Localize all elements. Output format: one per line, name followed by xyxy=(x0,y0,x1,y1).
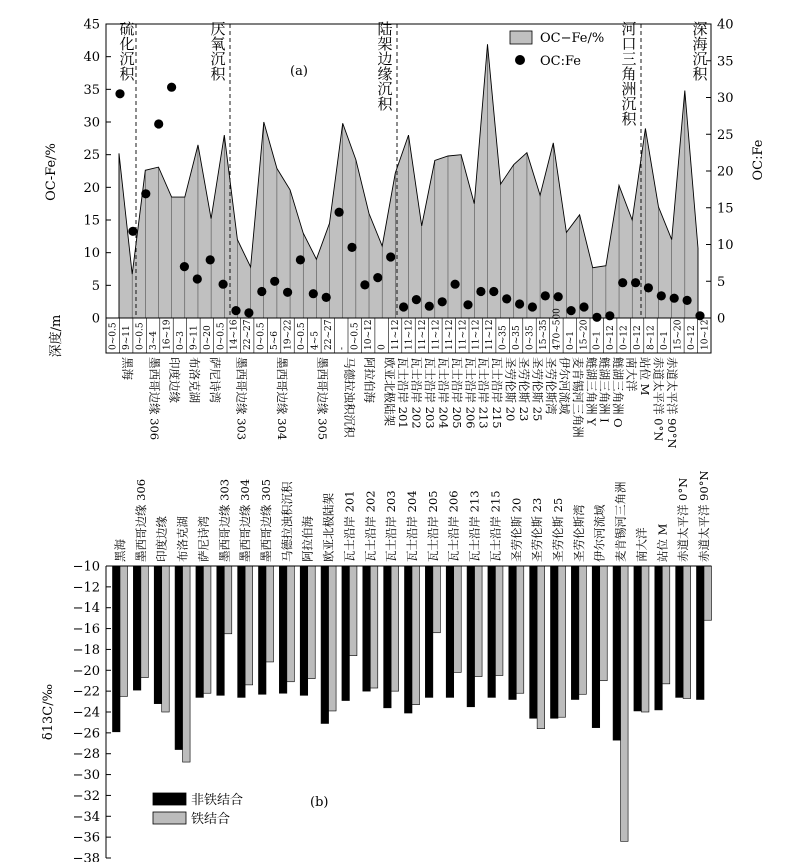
fe-bar-22 xyxy=(579,566,587,694)
site-label-b: 赤道太平洋 90°N xyxy=(697,470,711,562)
site-label-b: 墨西哥边缘 306 xyxy=(133,478,148,562)
site-label: 站位 M xyxy=(638,357,653,396)
oc-to-fe-point-17 xyxy=(335,208,344,217)
oc-to-fe-point-25 xyxy=(438,297,447,306)
fe-bar-15 xyxy=(433,566,441,633)
fe-bar-6 xyxy=(245,566,253,685)
region-label: 河口三角洲沉积 xyxy=(621,20,637,128)
depth-label: 11~12 xyxy=(391,319,402,350)
oc-to-fe-point-24 xyxy=(425,302,434,311)
depth-label: 0~0.5 xyxy=(135,322,146,350)
site-label: 圣劳伦斯 23 xyxy=(517,357,532,422)
fe-bar-10 xyxy=(329,566,337,711)
non-fe-bar-27 xyxy=(676,566,684,697)
oc-to-fe-point-10 xyxy=(244,308,253,317)
oc-to-fe-point-1 xyxy=(128,227,137,236)
depth-label: 0~3 xyxy=(175,331,186,350)
oc-to-fe-point-29 xyxy=(489,287,498,296)
fe-bar-9 xyxy=(308,566,316,679)
left-tick-label: 15 xyxy=(83,213,100,229)
site-label: 阿拉伯海 xyxy=(362,357,377,403)
depth-label: 0~1 xyxy=(592,331,603,350)
fe-bar-4 xyxy=(203,566,211,693)
depth-label: 5~6 xyxy=(270,331,281,350)
b-tick-label: −24 xyxy=(72,705,100,721)
oc-fe-area-series xyxy=(119,44,698,318)
right-tick-label: 5 xyxy=(717,274,726,290)
oc-to-fe-point-7 xyxy=(206,255,215,264)
fe-bar-13 xyxy=(391,566,399,691)
legend-fe-swatch xyxy=(153,812,186,824)
fe-bar-25 xyxy=(641,566,649,712)
oc-to-fe-point-27 xyxy=(463,300,472,309)
fe-bar-18 xyxy=(495,566,503,676)
depth-label: 16~19 xyxy=(162,319,173,350)
fe-bar-23 xyxy=(600,566,608,681)
non-fe-bar-26 xyxy=(655,566,663,710)
site-label: 鲢湖三角洲 O xyxy=(611,357,626,428)
depth-label: 22~27 xyxy=(323,319,334,350)
b-tick-label: −16 xyxy=(72,622,100,638)
fe-bar-3 xyxy=(183,566,191,762)
depth-label: 0~35 xyxy=(512,325,523,350)
site-label-b: 黑海 xyxy=(113,539,127,562)
right-tick-label: 0 xyxy=(717,311,726,327)
non-fe-bar-23 xyxy=(592,566,600,728)
depth-label: 11~12 xyxy=(417,319,428,350)
left-tick-label: 0 xyxy=(91,311,100,327)
non-fe-bar-1 xyxy=(133,566,141,690)
depth-label: 11~12 xyxy=(431,319,442,350)
oc-to-fe-point-19 xyxy=(360,280,369,289)
non-fe-bar-12 xyxy=(363,566,371,691)
oc-to-fe-point-44 xyxy=(683,296,692,305)
site-label-b: 墨西哥边缘 304 xyxy=(238,478,253,562)
b-tick-label: −14 xyxy=(72,601,100,617)
site-label: 鲢湖三角洲 I xyxy=(597,357,612,423)
left-tick-label: 45 xyxy=(83,17,100,33)
oc-to-fe-point-23 xyxy=(412,295,421,304)
site-label: 瓦士沿岸 203 xyxy=(422,357,437,429)
non-fe-bar-15 xyxy=(425,566,433,697)
site-label-b: 马德拉浊积沉积 xyxy=(279,481,294,562)
legend-a xyxy=(510,31,604,69)
depth-label: 0~0.5 xyxy=(350,322,361,350)
site-label: 鲢湖三角洲 Y xyxy=(584,357,599,426)
oc-to-fe-point-20 xyxy=(373,273,382,282)
b-tick-label: −30 xyxy=(72,768,100,784)
depth-label: 8~12 xyxy=(646,325,657,350)
site-label: 南大洋 xyxy=(624,357,639,392)
oc-to-fe-point-21 xyxy=(386,252,395,261)
fe-bar-0 xyxy=(120,566,128,696)
depth-label: 0~0.5 xyxy=(216,322,227,350)
non-fe-bar-25 xyxy=(634,566,642,711)
site-label-b: 瓦士沿岸 204 xyxy=(405,490,419,562)
oc-to-fe-point-4 xyxy=(167,83,176,92)
legend-b xyxy=(153,792,243,827)
oc-to-fe-point-22 xyxy=(399,302,408,311)
fe-bar-7 xyxy=(266,566,274,662)
depth-label: 0~35 xyxy=(525,325,536,350)
oc-to-fe-point-40 xyxy=(631,278,640,287)
right-tick-label: 30 xyxy=(717,91,734,106)
non-fe-bar-20 xyxy=(530,566,538,718)
region-label: 陆架边缘沉积 xyxy=(377,20,393,113)
left-tick-label: 10 xyxy=(83,246,100,262)
non-fe-bar-9 xyxy=(300,566,308,695)
oc-to-fe-point-6 xyxy=(193,274,202,283)
site-label-b: 瓦士沿岸 206 xyxy=(446,490,461,562)
depth-label: 10~12 xyxy=(700,319,711,350)
site-label: 欧亚北极陆架 xyxy=(382,357,397,426)
depth-label: 4~5 xyxy=(310,331,321,350)
oc-to-fe-point-35 xyxy=(567,306,576,315)
oc-to-fe-point-8 xyxy=(219,280,228,289)
panel-b-y-ticks xyxy=(73,560,111,862)
right-tick-label: 40 xyxy=(717,17,734,33)
fe-bar-5 xyxy=(224,566,232,634)
depth-label: 0~12 xyxy=(686,325,697,350)
site-label-b: 欧亚北极陆架 xyxy=(321,493,336,562)
site-label-b: 墨西哥边缘 303 xyxy=(217,478,232,562)
non-fe-bar-21 xyxy=(551,566,559,718)
site-label: 墨西哥边缘 304 xyxy=(275,357,290,441)
legend-area-swatch xyxy=(510,31,532,44)
site-label: 墨西哥边缘 306 xyxy=(147,357,162,441)
non-fe-bar-14 xyxy=(405,566,413,713)
oc-to-fe-point-34 xyxy=(554,292,563,301)
fe-bar-12 xyxy=(370,566,378,688)
right-tick-label: 35 xyxy=(717,54,734,70)
oc-to-fe-point-2 xyxy=(141,189,150,198)
oc-to-fe-point-11 xyxy=(257,287,266,296)
oc-to-fe-point-0 xyxy=(115,89,124,98)
legend-area-label: OC−Fe/% xyxy=(540,31,605,46)
site-label: 麦肯锡河三角洲 xyxy=(570,357,585,438)
site-labels-b xyxy=(113,470,711,562)
oc-to-fe-point-31 xyxy=(515,299,524,308)
depth-label: 11~12 xyxy=(485,319,496,350)
depth-label: 0~12 xyxy=(619,325,630,350)
depth-label: 0~1 xyxy=(659,331,670,350)
site-label-b: 麦肯锡河三角洲 xyxy=(613,481,628,562)
non-fe-bar-0 xyxy=(113,566,121,732)
oc-to-fe-point-38 xyxy=(605,311,614,320)
oc-to-fe-point-37 xyxy=(592,313,601,322)
depth-label: 0 xyxy=(377,344,388,350)
left-axis-label: OC-Fe/% xyxy=(44,143,59,201)
panel-a-label: (a) xyxy=(290,64,308,79)
depth-label: 11~12 xyxy=(458,319,469,350)
site-label: 圣劳伦斯湾 xyxy=(543,357,558,415)
right-tick-label: 25 xyxy=(717,127,734,143)
site-label-b: 阿拉伯海 xyxy=(300,516,315,562)
b-tick-label: −28 xyxy=(72,747,100,763)
site-label-b: 布洛克湖 xyxy=(175,516,190,562)
oc-to-fe-point-39 xyxy=(618,278,627,287)
site-label: 圣劳伦斯 20 xyxy=(503,357,518,422)
right-tick-label: 10 xyxy=(717,238,734,253)
fe-bar-19 xyxy=(516,566,524,693)
site-label-b: 圣劳伦斯 20 xyxy=(509,497,524,562)
site-label: 瓦士沿岸 213 xyxy=(476,357,491,429)
site-label-b: 伊尔河流域 xyxy=(592,504,607,562)
non-fe-bar-7 xyxy=(259,566,267,694)
site-label: 墨西哥边缘 305 xyxy=(315,357,330,441)
site-label-b: 瓦士沿岸 205 xyxy=(425,490,440,562)
depth-label: 15~20 xyxy=(579,319,590,350)
site-label: 赤道太平洋 90°N xyxy=(664,357,679,449)
non-fe-bar-24 xyxy=(613,566,621,740)
site-label: 瓦士沿岸 204 xyxy=(436,357,451,429)
site-label: 伊尔河流域 xyxy=(557,357,572,415)
oc-to-fe-point-36 xyxy=(579,302,588,311)
depth-axis-label: 深度/m xyxy=(49,314,64,358)
fe-bar-11 xyxy=(349,566,357,656)
site-label-b: 圣劳伦斯湾 xyxy=(571,504,586,562)
left-tick-label: 30 xyxy=(83,115,100,131)
site-label-b: 瓦士沿岸 213 xyxy=(467,490,482,562)
legend-fe-label: 铁结合 xyxy=(191,812,231,827)
oc-to-fe-point-15 xyxy=(309,289,318,298)
site-label: 萨尼诗湾 xyxy=(207,357,222,403)
non-fe-bar-19 xyxy=(509,566,517,699)
panel-a xyxy=(44,18,766,449)
left-tick-label: 5 xyxy=(91,278,100,294)
oc-to-fe-point-13 xyxy=(283,288,292,297)
right-axis-label: OC:Fe xyxy=(751,139,766,181)
oc-to-fe-point-43 xyxy=(670,294,679,303)
depth-label: 11~12 xyxy=(444,319,455,350)
fe-bar-21 xyxy=(558,566,566,717)
site-label: 布洛克湖 xyxy=(187,357,202,403)
site-label-b: 圣劳伦斯 25 xyxy=(551,497,565,562)
fe-bar-20 xyxy=(537,566,545,729)
oc-to-fe-point-28 xyxy=(476,287,485,296)
b-tick-label: −12 xyxy=(72,580,100,596)
oc-to-fe-point-30 xyxy=(502,294,511,303)
oc-to-fe-point-42 xyxy=(657,291,666,300)
site-label: 瓦士沿岸 205 xyxy=(449,357,464,429)
oc-to-fe-point-12 xyxy=(270,277,279,286)
depth-label: 15~35 xyxy=(538,319,549,350)
depth-label: 0~20 xyxy=(202,325,213,350)
oc-to-fe-point-9 xyxy=(231,306,240,315)
oc-to-fe-point-41 xyxy=(644,283,653,292)
site-label: 马德拉浊积沉积 xyxy=(342,357,357,438)
right-tick-label: 20 xyxy=(717,164,734,180)
depth-label: 0~1 xyxy=(565,331,576,350)
non-fe-bar-3 xyxy=(175,566,183,750)
non-fe-bar-5 xyxy=(217,566,225,695)
site-label: 瓦士沿岸 206 xyxy=(463,357,478,429)
depth-label: 3~4 xyxy=(149,331,160,350)
left-tick-label: 40 xyxy=(83,50,100,66)
site-label-b: 南大洋 xyxy=(634,527,649,562)
site-label-b: 瓦士沿岸 201 xyxy=(342,490,357,562)
site-label: 黑海 xyxy=(120,357,135,380)
depth-label: 470~500 xyxy=(552,308,563,350)
fe-bar-14 xyxy=(412,566,420,705)
non-fe-bar-2 xyxy=(154,566,162,704)
site-label: 赤道太平洋 0°N xyxy=(651,357,666,442)
site-label: 瓦士沿岸 201 xyxy=(396,357,411,429)
b-tick-label: −36 xyxy=(72,830,100,846)
non-fe-bar-16 xyxy=(446,566,454,697)
non-fe-bar-11 xyxy=(342,566,350,701)
depth-label: 0~12 xyxy=(633,325,644,350)
region-label: 硫化沉积 xyxy=(119,20,135,83)
panel-b-label: (b) xyxy=(310,795,329,810)
site-label: 圣劳伦斯 25 xyxy=(530,357,545,422)
depth-label: 0~0.5 xyxy=(108,322,119,350)
site-label-b: 瓦士沿岸 203 xyxy=(384,490,399,562)
depth-label: 0~12 xyxy=(606,325,617,350)
fe-bar-17 xyxy=(475,566,483,677)
site-label-b: 萨尼诗湾 xyxy=(196,516,211,562)
depth-label: 0~0.5 xyxy=(296,322,307,350)
b-tick-label: −10 xyxy=(72,559,100,575)
fe-bar-27 xyxy=(683,566,691,698)
depth-label: 10~12 xyxy=(364,319,375,350)
oc-to-fe-point-45 xyxy=(695,311,704,320)
fe-bar-1 xyxy=(141,566,149,678)
oc-to-fe-point-14 xyxy=(296,255,305,264)
depth-label: 15~20 xyxy=(673,319,684,350)
depth-label: 0~0.5 xyxy=(256,322,267,350)
site-label-b: 站位 M xyxy=(655,523,670,562)
left-tick-label: 25 xyxy=(83,148,100,164)
non-fe-bar-10 xyxy=(321,566,329,723)
depth-label: 11~12 xyxy=(404,319,415,350)
non-fe-bar-18 xyxy=(488,566,496,697)
oc-to-fe-point-5 xyxy=(180,262,189,271)
b-tick-label: −18 xyxy=(72,642,100,658)
fe-bar-8 xyxy=(287,566,295,682)
b-tick-label: −26 xyxy=(72,726,100,742)
site-label-b: 赤道太平洋 0°N xyxy=(676,477,691,562)
oc-to-fe-point-33 xyxy=(541,291,550,300)
depth-label: 9~11 xyxy=(122,325,133,350)
right-tick-label: 15 xyxy=(717,201,734,217)
depth-label: 0~35 xyxy=(498,325,509,350)
depth-label: 19~22 xyxy=(283,319,294,350)
non-fe-bar-17 xyxy=(467,566,475,707)
non-fe-bar-28 xyxy=(697,566,705,699)
oc-to-fe-point-32 xyxy=(528,302,537,311)
fe-bar-26 xyxy=(662,566,670,684)
panel-b-axis-label: δ13C/‰ xyxy=(41,683,56,741)
non-fe-bar-13 xyxy=(384,566,392,708)
left-axis-ticks xyxy=(83,18,111,327)
non-fe-bar-4 xyxy=(196,566,204,697)
oc-to-fe-point-3 xyxy=(154,119,163,128)
legend-non-fe-swatch xyxy=(153,793,186,805)
site-label-b: 印度边缘 xyxy=(154,516,169,562)
left-tick-label: 20 xyxy=(83,180,100,196)
fe-bar-2 xyxy=(162,566,170,712)
legend-non-fe-label: 非铁结合 xyxy=(191,793,244,808)
site-label-b: 瓦士沿岸 202 xyxy=(363,490,378,562)
fe-bar-28 xyxy=(704,566,712,620)
left-tick-label: 35 xyxy=(83,82,100,98)
oc-to-fe-point-18 xyxy=(347,243,356,252)
fe-bar-16 xyxy=(454,566,462,672)
legend-point-label: OC:Fe xyxy=(540,54,581,69)
fe-bar-24 xyxy=(621,566,629,841)
depth-label: 9~11 xyxy=(189,325,200,350)
b-tick-label: −34 xyxy=(72,809,100,825)
site-label-b: 圣劳伦斯 23 xyxy=(530,497,545,562)
region-labels xyxy=(119,20,708,128)
non-fe-bar-8 xyxy=(279,566,287,693)
region-label: 厌氧沉积 xyxy=(210,20,226,83)
site-label-b: 墨西哥边缘 305 xyxy=(259,478,273,562)
b-tick-label: −20 xyxy=(72,663,100,679)
site-label: 墨西哥边缘 303 xyxy=(234,357,249,441)
non-fe-bar-22 xyxy=(571,566,579,699)
site-label-b: 瓦士沿岸 215 xyxy=(488,490,503,562)
b-tick-label: −32 xyxy=(72,788,100,804)
b-tick-label: −38 xyxy=(72,851,100,862)
oc-to-fe-point-16 xyxy=(322,293,331,302)
site-labels xyxy=(120,357,679,449)
legend-point-marker xyxy=(515,55,525,65)
region-label: 深海沉积 xyxy=(692,20,708,83)
depth-label: 11~12 xyxy=(471,319,482,350)
oc-to-fe-point-26 xyxy=(451,280,460,289)
non-fe-bar-6 xyxy=(238,566,246,697)
depth-label: 22~27 xyxy=(243,319,254,350)
site-label: 瓦士沿岸 215 xyxy=(490,357,505,429)
depth-label: 14~16 xyxy=(229,319,240,350)
site-label: 瓦士沿岸 202 xyxy=(409,357,424,429)
site-label: 印度边缘 xyxy=(167,357,182,403)
depth-label: - xyxy=(337,346,348,350)
panel-b xyxy=(41,470,712,862)
b-tick-label: −22 xyxy=(72,684,100,700)
right-axis-ticks xyxy=(706,18,734,327)
